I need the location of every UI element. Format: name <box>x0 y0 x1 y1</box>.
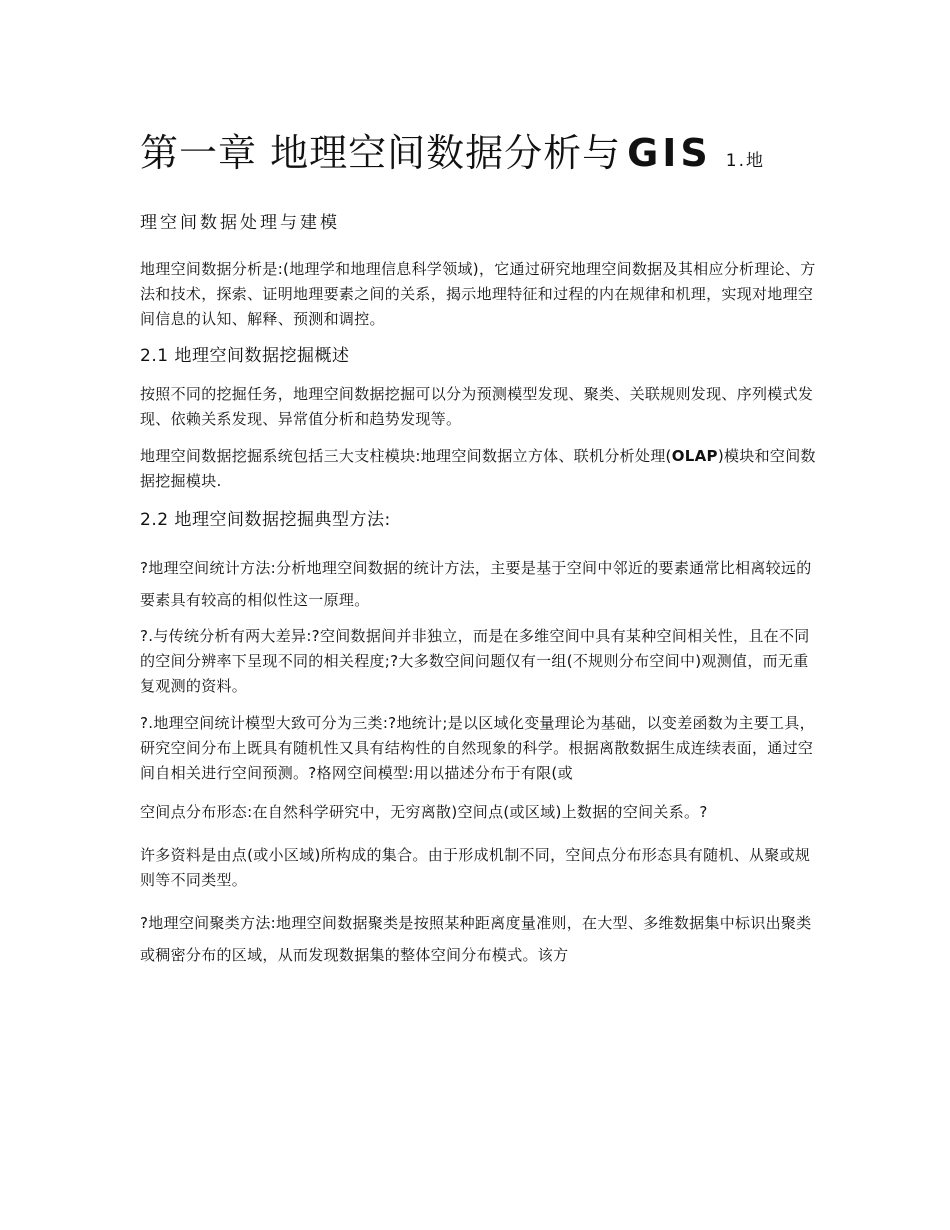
paragraph-mining-tasks: 按照不同的挖掘任务，地理空间数据挖掘可以分为预测模型发现、聚类、关联规则发现、序列模式发现、依赖关系发现、异常值分析和趋势发现等。 <box>140 385 814 428</box>
chapter-title <box>140 125 820 181</box>
chapter-title-main: 第一章 地理空间数据分析与 <box>140 131 622 175</box>
paragraph-clustering: ?地理空间聚类方法:地理空间数据聚类是按照某种距离度量准则，在大型、多维数据集中标识出聚类或稠密分布的区域，从而发现数据集的整体空间分布模式。该方 <box>140 914 812 964</box>
paragraph-spatial-statistics: ?地理空间统计方法:分析地理空间数据的统计方法，主要是基于空间中邻近的要素通常比相离较远的要素具有较高的相似性这一原理。 <box>140 559 812 609</box>
paragraph-mining-system-part-c: )模块和空间数据挖掘模块. <box>140 447 816 490</box>
chapter-title-gis: GIS <box>627 131 712 175</box>
paragraph-statistical-models: ?.地理空间统计模型大致可分为三类:?地统计;是以区域化变量理论为基础，以变差函数为主要工具，研究空间分布上既具有随机性又具有结构性的自然现象的科学。根据离散数据生成连续表面，通过空间自相关进行空间预测。?格网空间模型:用以描述分布于有限(或 <box>140 714 815 782</box>
paragraph-point-collections: 许多资料是由点(或小区域)所构成的集合。由于形成机制不同，空间点分布形态具有随机、从聚或规则等不同类型。 <box>140 846 811 889</box>
paragraph-differences: ?.与传统分析有两大差异:?空间数据间并非独立，而是在多维空间中具有某种空间相关性，且在不同的空间分辨率下呈现不同的相关程度;?大多数空间问题仅有一组(不规则分布空间中)观测值，而无重复观测的资料。 <box>140 627 810 695</box>
paragraph-point-patterns: 空间点分布形态:在自然科学研究中，无穷离散)空间点(或区域)上数据的空间关系。? <box>140 803 708 821</box>
section-subtitle: 理空间数据处理与建模 <box>140 213 340 233</box>
paragraph-mining-system-part-a: 地理空间数据挖掘系统包括三大支柱模块:地理空间数据立方体、联机分析处理( <box>140 447 672 465</box>
chapter-title-tail: 1.地 <box>725 151 766 171</box>
section-heading-2-1: 2.1 地理空间数据挖掘概述 <box>140 346 350 366</box>
paragraph-definition: 地理空间数据分析是:(地理学和地理信息科学领域)，它通过研究地理空间数据及其相应分析理论、方法和技术，探索、证明地理要素之间的关系，揭示地理特征和过程的内在规律和机理，实现对地理空间信息的认知、解释、预测和调控。 <box>140 260 816 328</box>
section-heading-2-2: 2.2 地理空间数据挖掘典型方法: <box>140 510 391 530</box>
olap-term: OLAP <box>671 447 718 465</box>
document-page <box>140 125 820 971</box>
paragraph-mining-system <box>140 444 820 494</box>
